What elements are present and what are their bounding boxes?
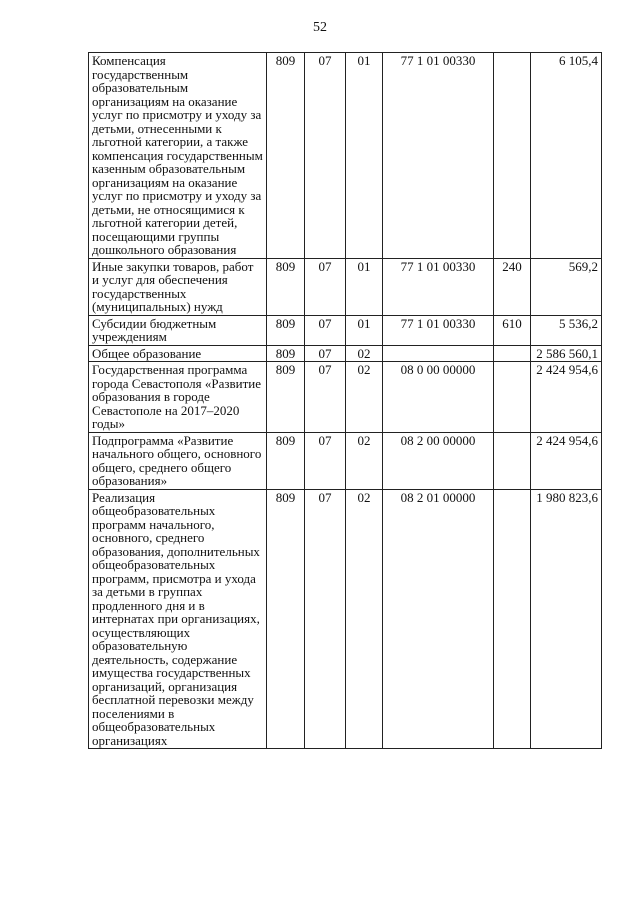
ministry-code-cell: 809: [267, 432, 305, 489]
expense-type-cell: [494, 53, 531, 259]
section-code-cell: 07: [305, 53, 346, 259]
subsection-code-cell: 01: [346, 258, 383, 315]
amount-cell: 569,2: [531, 258, 602, 315]
table-row: [89, 258, 602, 315]
table-row: [89, 345, 602, 362]
target-article-cell: 08 0 00 00000: [383, 362, 494, 433]
table-row: [89, 432, 602, 489]
target-article-cell: [383, 345, 494, 362]
ministry-code-cell: 809: [267, 315, 305, 345]
row-name-cell: Реализация общеобразовательных программ начального, основного, среднего образования, дополнительных общеобразовательных программ, присмотра и ухода за детьми в группах продленного дня и в интернатах при организациях, осуществляющих образовательную деятельность, содержание имущества государственных организаций, организация бесплатной перевозки между поселениями в общеобразовательных организациях: [89, 489, 267, 749]
table-row: [89, 489, 602, 749]
row-name-cell: Подпрограмма «Развитие начального общего, основного общего, среднего общего образования»: [89, 432, 267, 489]
target-article-cell: 08 2 01 00000: [383, 489, 494, 749]
amount-cell: 5 536,2: [531, 315, 602, 345]
amount-cell: 2 424 954,6: [531, 432, 602, 489]
page-number: 52: [313, 20, 327, 35]
table-row: [89, 362, 602, 433]
target-article-cell: 77 1 01 00330: [383, 315, 494, 345]
row-name-cell: Общее образование: [89, 345, 267, 362]
table-row: [89, 315, 602, 345]
ministry-code-cell: 809: [267, 489, 305, 749]
section-code-cell: 07: [305, 362, 346, 433]
subsection-code-cell: 02: [346, 489, 383, 749]
amount-cell: 2 424 954,6: [531, 362, 602, 433]
row-name-cell: Иные закупки товаров, работ и услуг для обеспечения государственных (муниципальных) нужд: [89, 258, 267, 315]
amount-cell: 1 980 823,6: [531, 489, 602, 749]
amount-cell: 2 586 560,1: [531, 345, 602, 362]
amount-cell: 6 105,4: [531, 53, 602, 259]
ministry-code-cell: 809: [267, 362, 305, 433]
ministry-code-cell: 809: [267, 53, 305, 259]
subsection-code-cell: 01: [346, 315, 383, 345]
section-code-cell: 07: [305, 489, 346, 749]
row-name-cell: Компенсация государственным образовательным организациям на оказание услуг по присмотру и уходу за детьми, отнесенными к льготной категории, а также компенсация государственным казенным образовательным организациям на оказание услуг по присмотру и уходу за детьми, не относящимися к льготной категории детей, посещающими группы дошкольного образования: [89, 53, 267, 259]
ministry-code-cell: 809: [267, 258, 305, 315]
target-article-cell: 77 1 01 00330: [383, 53, 494, 259]
section-code-cell: 07: [305, 315, 346, 345]
section-code-cell: 07: [305, 258, 346, 315]
section-code-cell: 07: [305, 432, 346, 489]
expense-type-cell: 240: [494, 258, 531, 315]
subsection-code-cell: 02: [346, 362, 383, 433]
subsection-code-cell: 02: [346, 432, 383, 489]
target-article-cell: 77 1 01 00330: [383, 258, 494, 315]
expense-type-cell: 610: [494, 315, 531, 345]
expense-type-cell: [494, 345, 531, 362]
expense-type-cell: [494, 362, 531, 433]
table-row: [89, 53, 602, 259]
budget-table: [88, 52, 602, 749]
table-body: [89, 53, 602, 749]
expense-type-cell: [494, 432, 531, 489]
target-article-cell: 08 2 00 00000: [383, 432, 494, 489]
row-name-cell: Государственная программа города Севастополя «Развитие образования в городе Севастополе на 2017–2020 годы»: [89, 362, 267, 433]
ministry-code-cell: 809: [267, 345, 305, 362]
subsection-code-cell: 02: [346, 345, 383, 362]
row-name-cell: Субсидии бюджетным учреждениям: [89, 315, 267, 345]
section-code-cell: 07: [305, 345, 346, 362]
expense-type-cell: [494, 489, 531, 749]
subsection-code-cell: 01: [346, 53, 383, 259]
